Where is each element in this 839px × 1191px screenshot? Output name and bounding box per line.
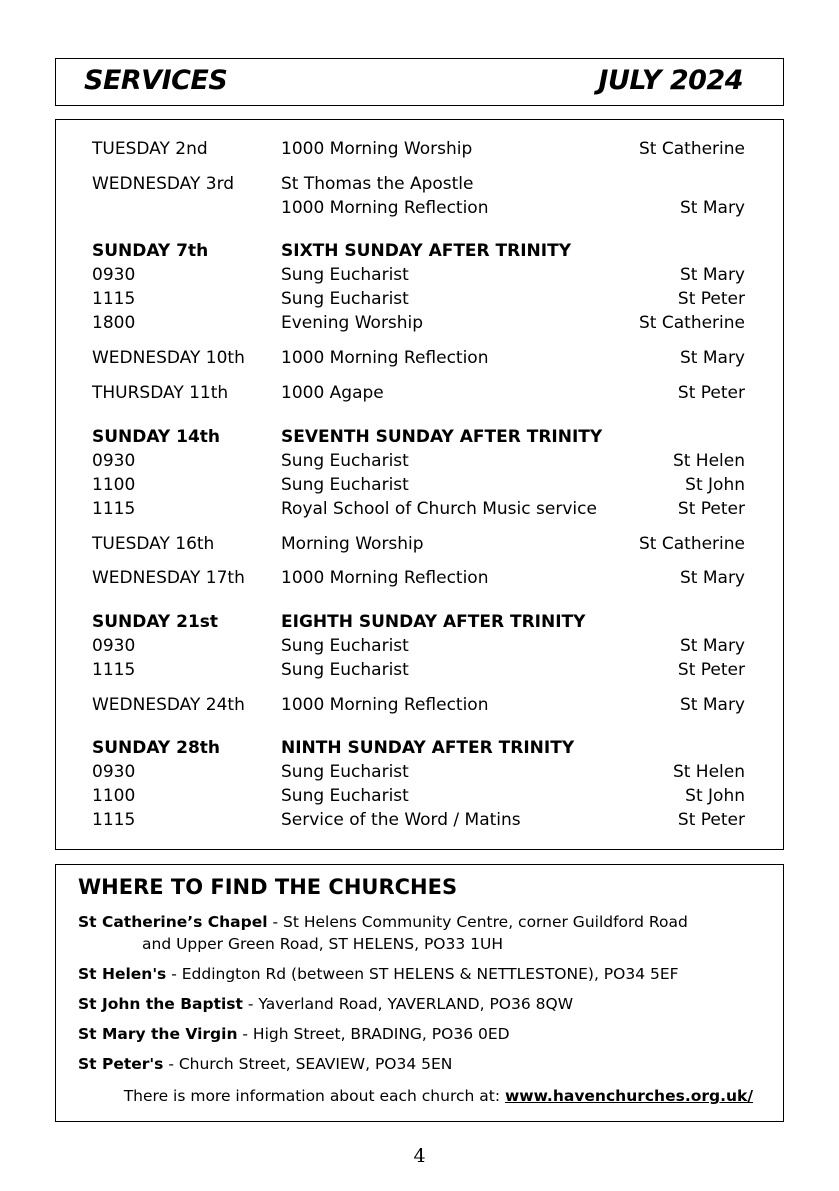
service-row [56,658,783,682]
service-day: 1100 [92,475,136,495]
sunday-header-row [56,736,783,760]
service-row [56,346,783,370]
service-row [56,311,783,335]
service-day: WEDNESDAY 3rd [92,174,235,194]
church-entry [78,911,773,955]
church-name: St Catherine’s Chapel [78,913,268,931]
service-day: WEDNESDAY 17th [92,568,245,588]
service-day: 1100 [92,786,136,806]
service-day: 1115 [92,660,136,680]
service-day: TUESDAY 2nd [92,139,208,159]
service-row [56,287,783,311]
info-line [56,1087,753,1105]
service-church: St Mary [680,695,745,715]
service-description: EIGHTH SUNDAY AFTER TRINITY [281,612,586,632]
service-church: St Mary [680,348,745,368]
service-row [56,381,783,405]
service-day: 0930 [92,636,136,656]
header-box [55,58,784,106]
service-church: St Catherine [639,139,745,159]
service-church: St Mary [680,568,745,588]
service-description: NINTH SUNDAY AFTER TRINITY [281,738,575,758]
service-description: 1000 Morning Reflection [281,348,489,368]
church-address: - St Helens Community Centre, corner Guildford Road [267,913,688,931]
service-church: St Catherine [639,534,745,554]
church-entry [78,963,773,985]
church-address: - Church Street, SEAVIEW, PO34 5EN [163,1055,453,1073]
service-description: Sung Eucharist [281,475,409,495]
service-day: TUESDAY 16th [92,534,215,554]
services-heading: SERVICES [84,65,228,96]
church-entry [78,993,773,1015]
service-row [56,263,783,287]
service-description: Sung Eucharist [281,636,409,656]
service-row [56,137,783,161]
service-description: SEVENTH SUNDAY AFTER TRINITY [281,427,603,447]
service-row [56,473,783,497]
service-description: Service of the Word / Matins [281,810,521,830]
service-church: St Helen [672,762,745,782]
church-address-continued: and Upper Green Road, ST HELENS, PO33 1UH [142,935,504,953]
service-row [56,449,783,473]
service-church: St Catherine [639,313,745,333]
service-day: SUNDAY 7th [92,241,209,261]
church-name: St Helen's [78,965,167,983]
service-church: St Mary [680,265,745,285]
service-description: St Thomas the Apostle [281,174,474,194]
service-description: Sung Eucharist [281,289,409,309]
service-church: St John [685,786,745,806]
church-address: - Yaverland Road, YAVERLAND, PO36 8QW [242,995,574,1013]
service-day: SUNDAY 28th [92,738,221,758]
service-day: WEDNESDAY 24th [92,695,245,715]
churches-title: WHERE TO FIND THE CHURCHES [78,875,458,899]
service-row [56,196,783,220]
service-description: 1000 Morning Worship [281,139,473,159]
month-heading: JULY 2024 [598,65,743,96]
churches-box [55,864,784,1122]
service-day: THURSDAY 11th [92,383,229,403]
service-day: 1115 [92,810,136,830]
service-church: St Peter [677,289,745,309]
service-day: WEDNESDAY 10th [92,348,245,368]
service-church: St Peter [677,810,745,830]
service-day: 0930 [92,762,136,782]
service-church: St Mary [680,198,745,218]
service-description: Sung Eucharist [281,762,409,782]
sunday-header-row [56,610,783,634]
service-church: St Peter [677,383,745,403]
service-description: Sung Eucharist [281,265,409,285]
service-row [56,532,783,556]
service-description: SIXTH SUNDAY AFTER TRINITY [281,241,572,261]
service-church: St Peter [677,660,745,680]
service-day: 1115 [92,289,136,309]
service-row [56,784,783,808]
church-name: St Peter's [78,1055,164,1073]
service-church: St Mary [680,636,745,656]
service-row [56,760,783,784]
service-description: Evening Worship [281,313,424,333]
service-description: Sung Eucharist [281,786,409,806]
service-day: 0930 [92,265,136,285]
church-address: - High Street, BRADING, PO36 0ED [237,1025,510,1043]
church-name: St Mary the Virgin [78,1025,238,1043]
service-day: 0930 [92,451,136,471]
service-row [56,172,783,196]
service-day: 1800 [92,313,136,333]
service-row [56,497,783,521]
service-church: St Helen [672,451,745,471]
service-description: Morning Worship [281,534,424,554]
church-name: St John the Baptist [78,995,243,1013]
service-row [56,566,783,590]
sunday-header-row [56,425,783,449]
service-church: St John [685,475,745,495]
info-text: There is more information about each church at: [123,1087,505,1105]
service-description: 1000 Agape [281,383,384,403]
church-address: - Eddington Rd (between ST HELENS & NETTLESTONE), PO34 5EF [166,965,679,983]
service-row [56,808,783,832]
service-description: Sung Eucharist [281,451,409,471]
service-description: 1000 Morning Reflection [281,568,489,588]
service-row [56,693,783,717]
service-day: SUNDAY 14th [92,427,221,447]
church-entry [78,1023,773,1045]
services-box [55,119,784,850]
service-description: Royal School of Church Music service [281,499,597,519]
website-link[interactable]: www.havenchurches.org.uk/ [504,1087,753,1105]
service-description: Sung Eucharist [281,660,409,680]
service-row [56,634,783,658]
service-church: St Peter [677,499,745,519]
service-description: 1000 Morning Reflection [281,198,489,218]
service-day: SUNDAY 21st [92,612,219,632]
service-day: 1115 [92,499,136,519]
church-entry [78,1053,773,1075]
service-description: 1000 Morning Reflection [281,695,489,715]
sunday-header-row [56,239,783,263]
page-number: 4 [413,1145,426,1167]
